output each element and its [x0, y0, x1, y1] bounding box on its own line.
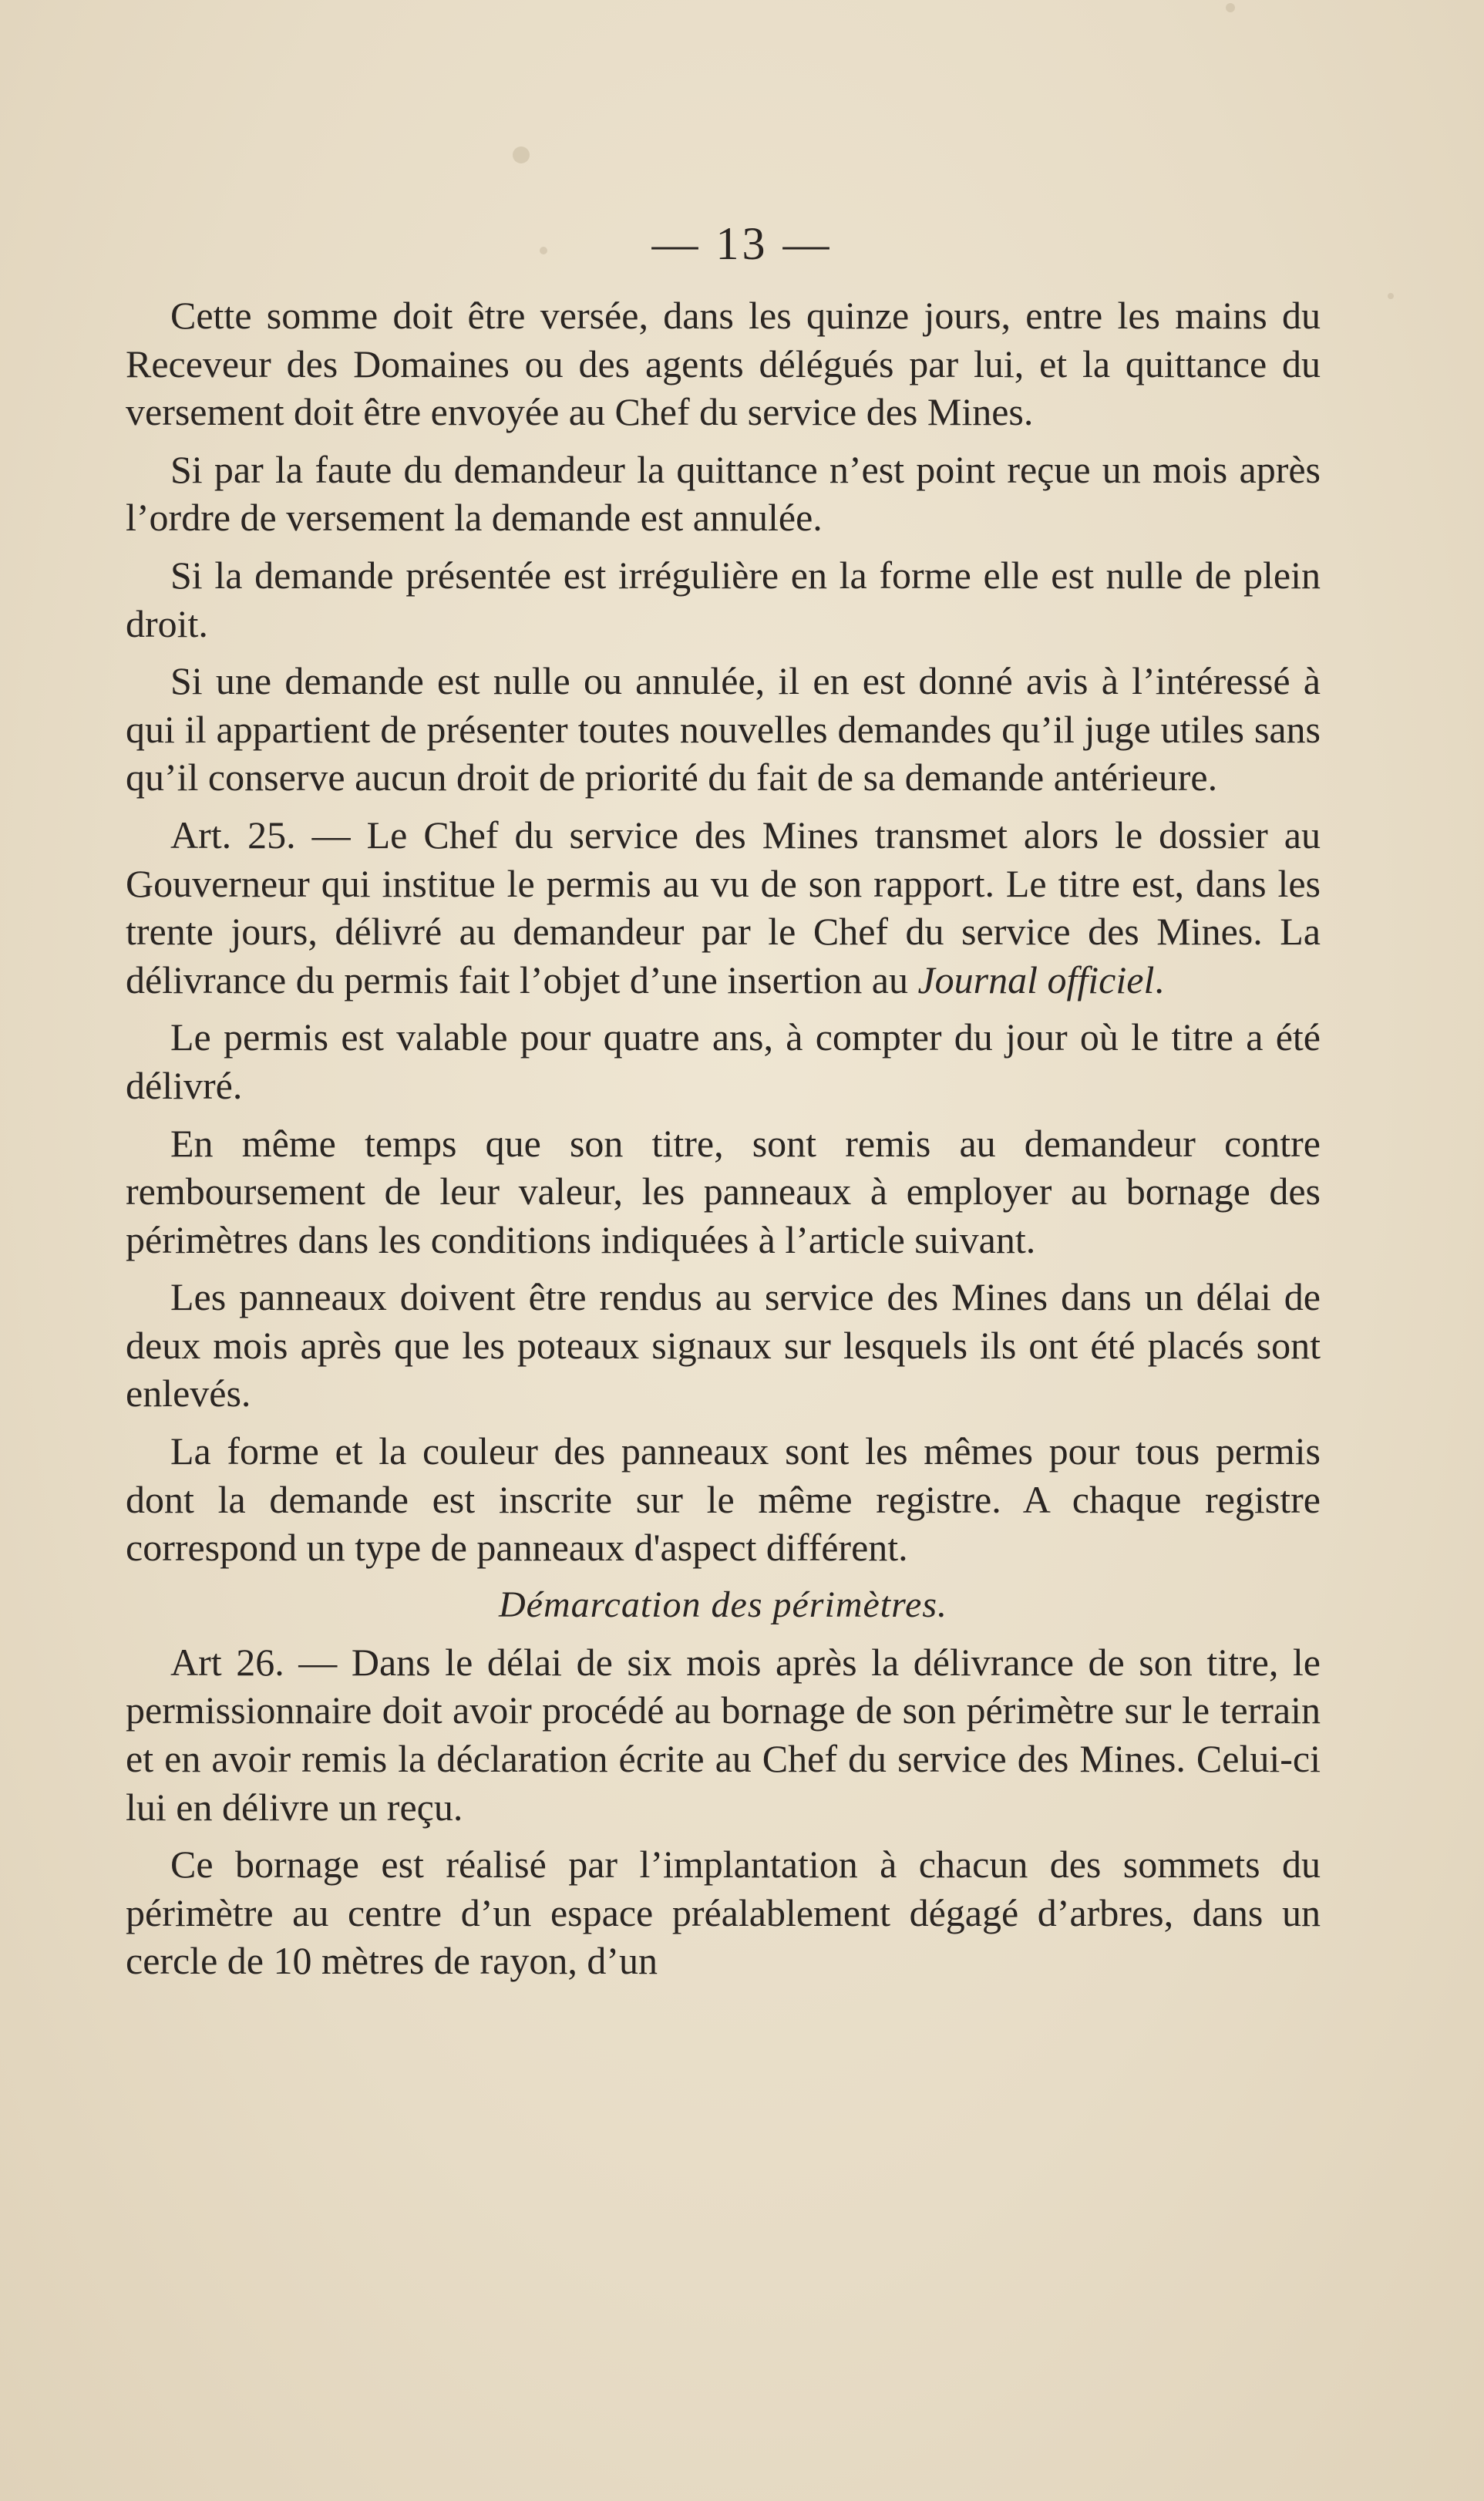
article-25-end: . [1154, 958, 1164, 1001]
body-text [126, 291, 1321, 1994]
paragraph: Les panneaux doivent être rendus au service des Mines dans un délai de deux mois après que les poteaux signaux sur lesquels ils ont été placés sont enlevés. [126, 1275, 1321, 1415]
paragraph: Le permis est valable pour quatre ans, à compter du jour où le titre a été délivré. [126, 1015, 1321, 1107]
paper-speck [513, 146, 530, 163]
paragraph: Si une demande est nulle ou annulée, il en est donné avis à l’intéressé à qui il appartient de présenter toutes nouvelles demandes qu’il juge utiles sans qu’il conserve aucun droit de priorité du fait de sa demande antérieure. [126, 659, 1321, 799]
paragraph: Si la demande présentée est irrégulière en la forme elle est nulle de plein droit. [126, 553, 1321, 645]
paragraph: La forme et la couleur des panneaux sont les mêmes pour tous permis dont la demande est inscrite sur le même registre. A chaque registre correspond un type de panneaux d'aspect différent. [126, 1429, 1321, 1570]
journal-officiel: Journal officiel [917, 958, 1155, 1001]
paragraph-article-26: Art 26. — Dans le délai de six mois après la délivrance de son titre, le permissionnaire doit avoir procédé au bornage de son périmètre sur le terrain et en avoir remis la déclaration écrite au Chef du service des Mines. Celui-ci lui en délivre un reçu. [126, 1640, 1321, 1829]
section-heading [126, 1581, 1321, 1629]
paragraph: Ce bornage est réalisé par l’implantation à chacun des sommets du périmètre au centre d’un espace préalablement dégagé d’arbres, dans un cercle de 10 mètres de rayon, d’un [126, 1843, 1321, 1983]
page-number: — 13 — [651, 218, 833, 269]
paragraph: Cette somme doit être versée, dans les quinze jours, entre les mains du Receveur des Domaines ou des agents délégués par lui, et la quittance du versement doit être envoyée au Chef du service des Mines. [126, 294, 1321, 434]
section-heading-text: Démarcation des périmètres. [499, 1584, 947, 1625]
paragraph-article-25 [126, 811, 1321, 1004]
paper-speck [1226, 3, 1235, 12]
paper-speck [1388, 293, 1394, 299]
paragraph: Si par la faute du demandeur la quittance n’est point reçue un mois après l’ordre de versement la demande est annulée. [126, 447, 1321, 540]
paragraph: En même temps que son titre, sont remis au demandeur contre remboursement de leur valeur, les panneaux à employer au bornage des périmètres dans les conditions indiquées à l’article suivant. [126, 1121, 1321, 1261]
article-25-text: Art. 25. — Le Chef du service des Mines transmet alors le dossier au Gouverneur qui institue le permis au vu de son rapport. Le titre est, dans les trente jours, délivré au demandeur par le Chef du service des Mines. La délivrance du permis fait l’objet d’une insertion au [126, 813, 1321, 1001]
